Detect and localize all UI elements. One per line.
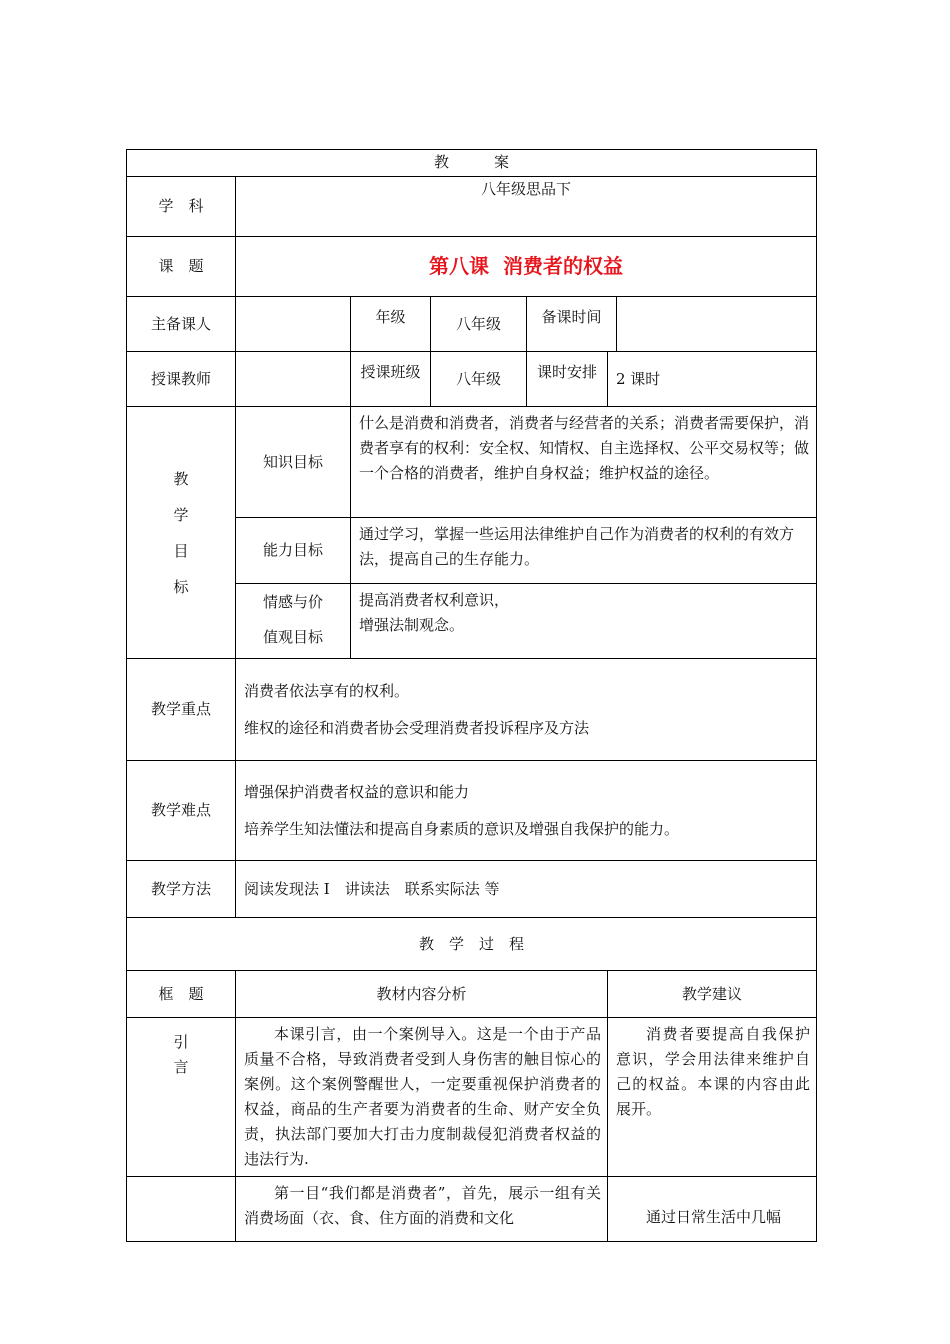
- hours-label: 课时安排: [527, 352, 608, 407]
- objectives-char: 学: [173, 505, 189, 524]
- process-col-analysis: 教材内容分析: [236, 971, 608, 1018]
- emotion-text: [351, 584, 817, 659]
- subject-value: 八年级思品下: [236, 177, 817, 237]
- lesson-title: 第八课 消费者的权益: [236, 237, 817, 297]
- topic-label: 课 题: [127, 237, 236, 297]
- class-label: 授课班级: [351, 352, 431, 407]
- difficult-points-label: 教学难点: [127, 761, 236, 861]
- teacher-value: [236, 352, 351, 407]
- intro-analysis: 本课引言，由一个案例导入。这是一个由于产品质量不合格，导致消费者受到人身伤害的触目惊心的案例。这个案例警醒世人，一定要重视保护消费者的权益，商品的生产者要为消费者的生命、财产安全负责，执法部门要加大打击力度制裁侵犯消费者权益的违法行为.: [236, 1018, 608, 1177]
- prep-time-value: [617, 297, 817, 352]
- emotion-label: [236, 584, 351, 659]
- knowledge-text: 什么是消费和消费者，消费者与经营者的关系；消费者需要保护，消费者享有的权利：安全权、知情权、自主选择权、公平交易权等；做一个合格的消费者，维护自身权益；维护权益的途径。: [351, 407, 817, 518]
- next-suggestion: 通过日常生活中几幅: [608, 1177, 817, 1242]
- grade-value: 八年级: [431, 297, 527, 352]
- grade-label: 年级: [351, 297, 431, 352]
- emotion-text-line: 增强法制观念。: [359, 616, 465, 634]
- lesson-plan-table: [126, 149, 817, 1242]
- difficult-points-text: [236, 761, 817, 861]
- methods-value: 阅读发现法 I 讲读法 联系实际法 等: [236, 861, 817, 918]
- intro-suggestion: 消费者要提高自我保护意识，学会用法律来维护自己的权益。本课的内容由此展开。: [608, 1018, 817, 1177]
- difficult-point-line: 培养学生知法懂法和提高自身素质的意识及增强自我保护的能力。: [244, 819, 680, 838]
- key-point-line: 维权的途径和消费者协会受理消费者投诉程序及方法: [244, 718, 590, 737]
- emotion-label-line: 情感与价: [262, 593, 323, 611]
- process-col-suggestion: 教学建议: [608, 971, 817, 1018]
- key-points-text: [236, 659, 817, 761]
- ability-text: 通过学习，掌握一些运用法律维护自己作为消费者的权利的有效方法，提高自己的生存能力。: [351, 518, 817, 584]
- preparer-label: 主备课人: [127, 297, 236, 352]
- objectives-char: 目: [173, 541, 189, 560]
- ability-label: 能力目标: [236, 518, 351, 584]
- intro-label: [127, 1018, 236, 1177]
- emotion-text-line: 提高消费者权利意识，: [359, 591, 510, 609]
- prep-time-label: 备课时间: [527, 297, 617, 352]
- difficult-point-line: 增强保护消费者权益的意识和能力: [244, 782, 470, 801]
- objectives-label: [127, 407, 236, 659]
- key-points-label: 教学重点: [127, 659, 236, 761]
- intro-label-char: 引: [173, 1033, 189, 1051]
- teacher-label: 授课教师: [127, 352, 236, 407]
- key-point-line: 消费者依法享有的权利。: [244, 681, 410, 700]
- methods-label: 教学方法: [127, 861, 236, 918]
- emotion-label-line: 值观目标: [262, 628, 323, 646]
- next-analysis: 第一目“我们都是消费者”，首先，展示一组有关消费场面（衣、食、住方面的消费和文化: [236, 1177, 608, 1242]
- objectives-char: 教: [173, 469, 189, 488]
- objectives-char: 标: [173, 577, 189, 596]
- process-title: 教 学 过 程: [127, 918, 817, 971]
- intro-label-char: 言: [173, 1058, 189, 1076]
- preparer-value: [236, 297, 351, 352]
- subject-label: 学 科: [127, 177, 236, 237]
- process-col-topic: 框 题: [127, 971, 236, 1018]
- hours-value: 2 课时: [608, 352, 817, 407]
- knowledge-label: 知识目标: [236, 407, 351, 518]
- doc-title: 教 案: [127, 150, 817, 177]
- class-value: 八年级: [431, 352, 527, 407]
- next-topic-label: [127, 1177, 236, 1242]
